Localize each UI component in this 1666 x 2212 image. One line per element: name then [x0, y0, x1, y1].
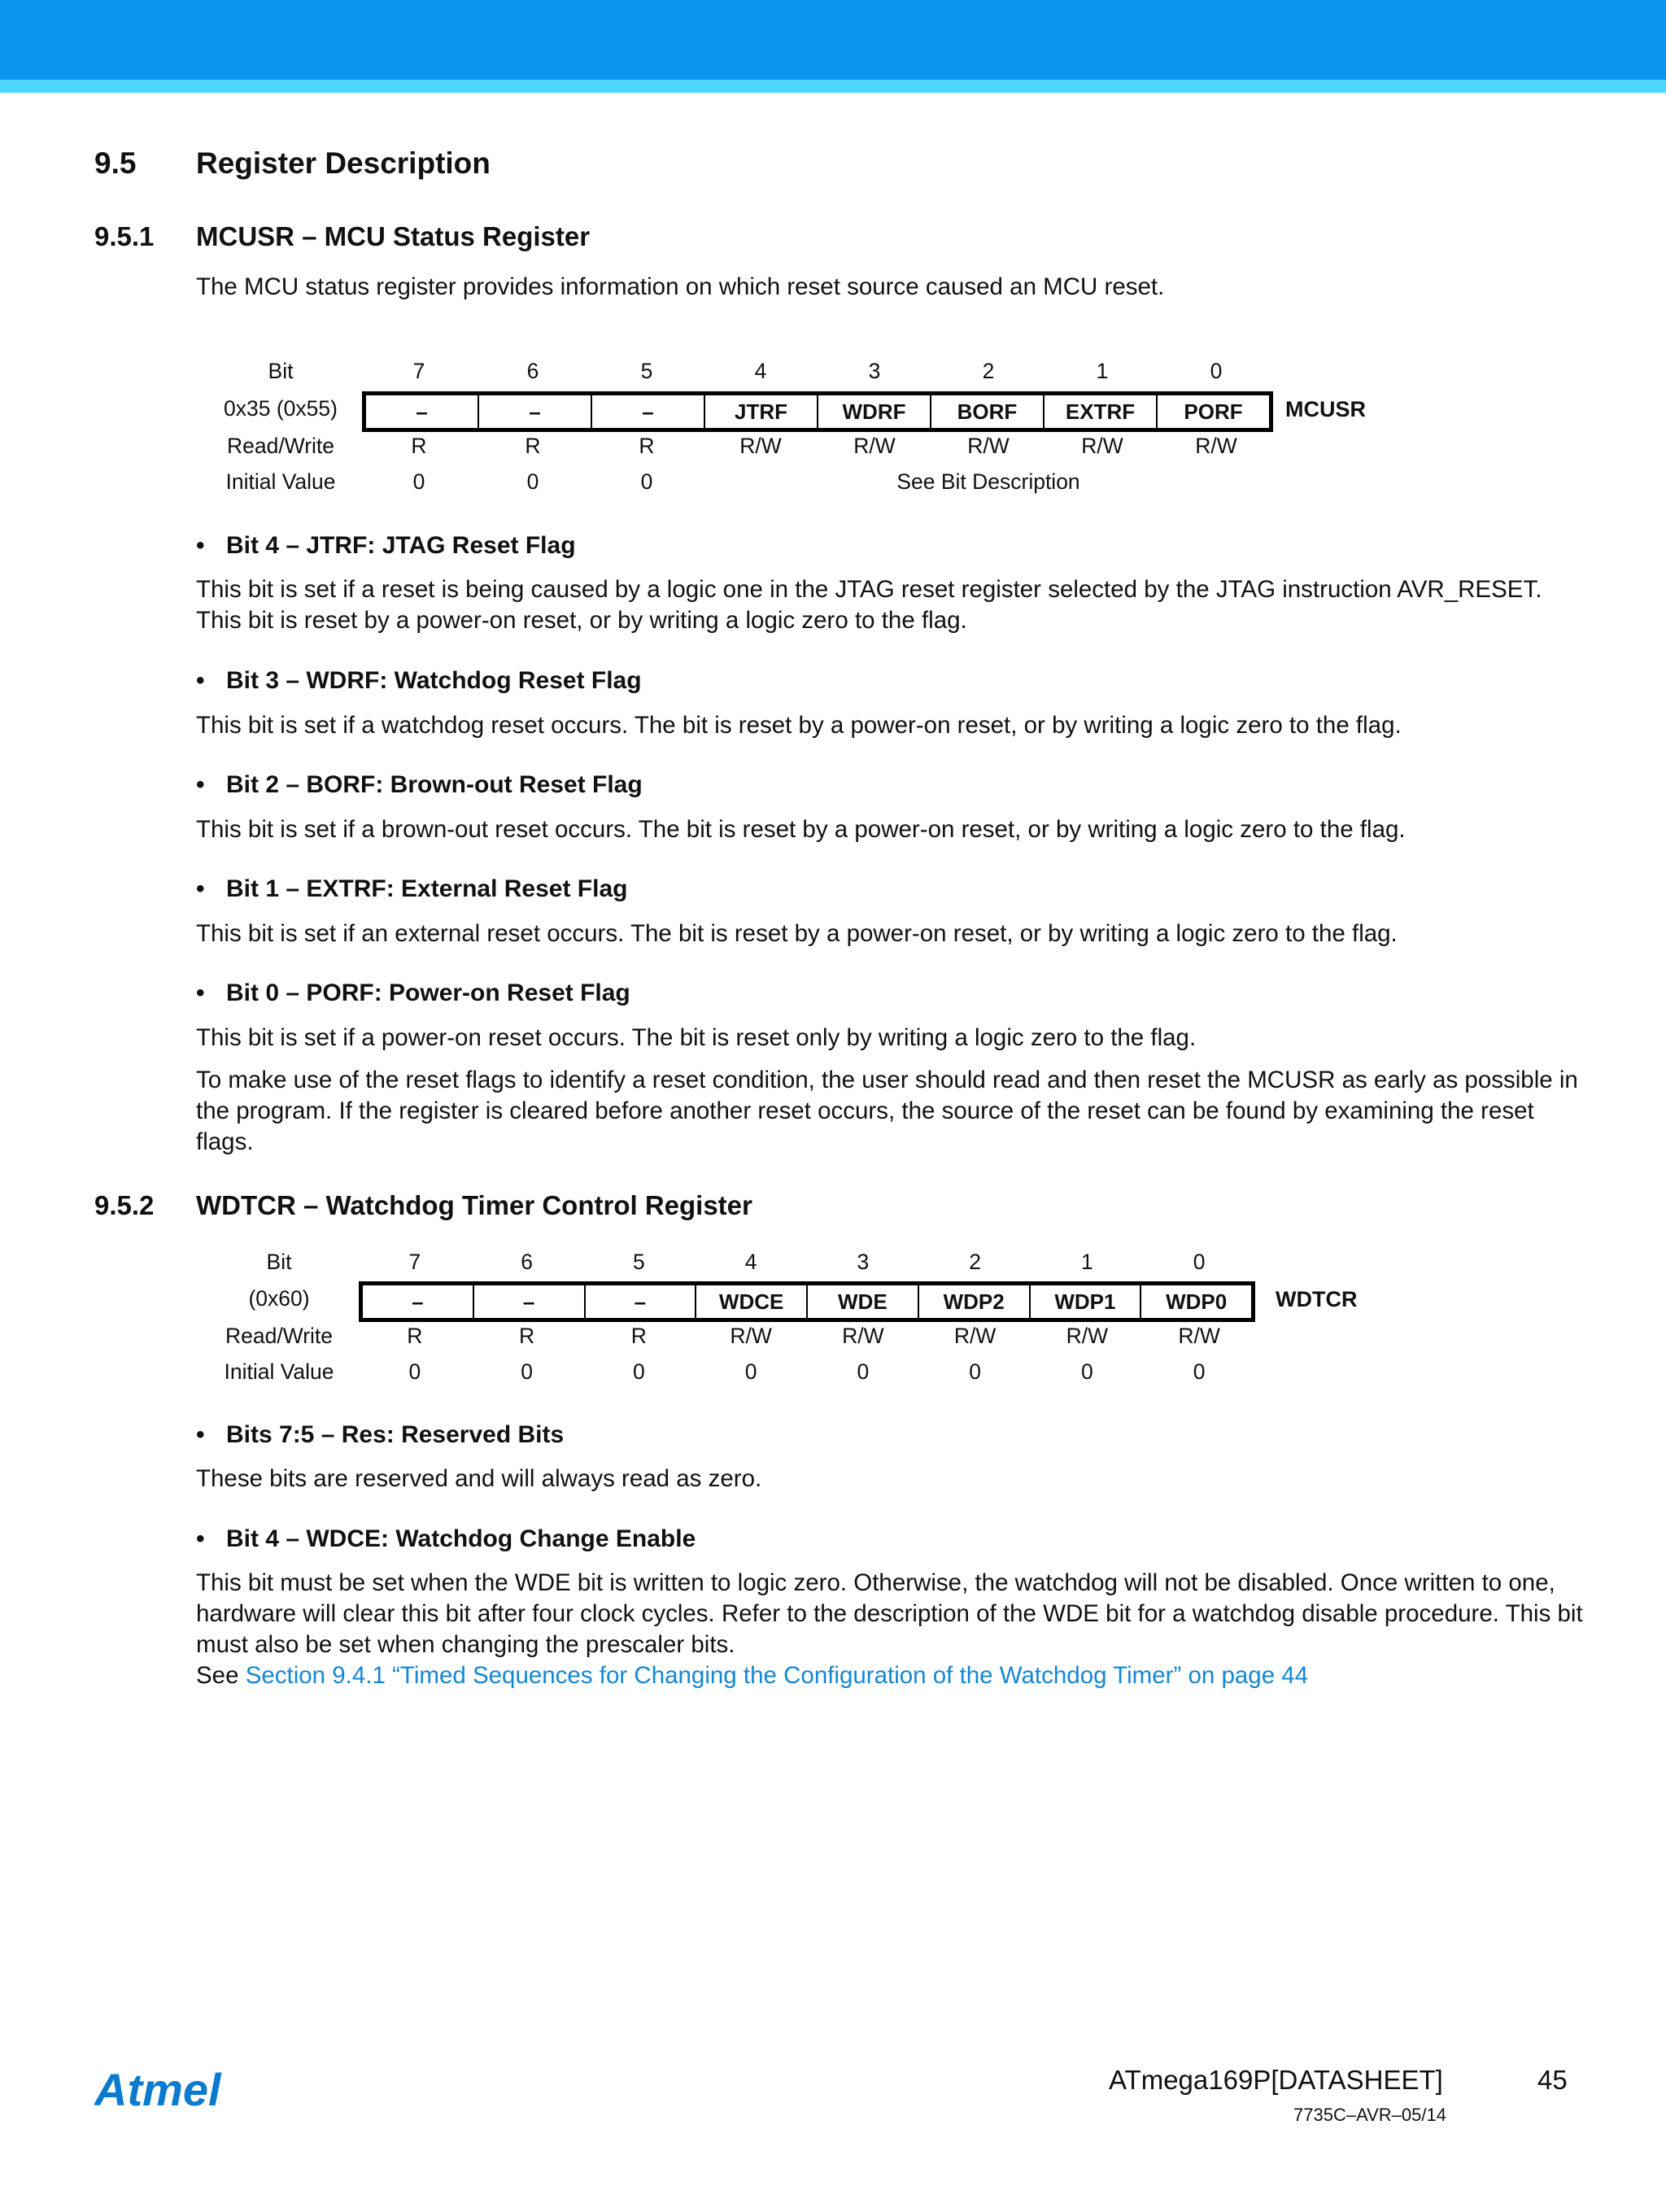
- rw-value: R/W: [1195, 434, 1237, 458]
- rw-value: R: [407, 1324, 423, 1348]
- register-name: MCUSR: [1285, 397, 1366, 421]
- section-heading: [94, 146, 491, 181]
- register-field: JTRF: [704, 395, 817, 428]
- mcusr-number: 9.5.1: [94, 221, 155, 251]
- register-field: –: [473, 1285, 584, 1318]
- bit-description: This bit must be set when the WDE bit is written to logic zero. Otherwise, the watchdog will not be disabled. Once written to one, hardware will clear this bit after four clock cycles. Refer to the description of the WDE bit for a watchdog disable procedure. This bit must also be set when changing the prescaler bits.: [196, 1569, 1583, 1658]
- initial-value: 0: [1193, 1359, 1206, 1384]
- bit-number: 0: [1193, 1250, 1206, 1274]
- rw-value: R: [525, 434, 541, 458]
- register-field: –: [416, 399, 428, 424]
- rw-value: R/W: [1081, 434, 1123, 458]
- mcusr-field-box: [362, 391, 1273, 432]
- rw-value: R: [630, 1324, 647, 1348]
- rw-value: R/W: [967, 434, 1010, 458]
- rw-value: R: [411, 434, 427, 458]
- bit-heading: • Bit 1 – EXTRF: External Reset Flag: [196, 875, 628, 902]
- bit-number: 7: [408, 1250, 421, 1274]
- bit-description: This bit is set if a power-on reset occurs. The bit is reset only by writing a logic zero to the flag.: [196, 1024, 1197, 1051]
- bit-heading: • Bit 4 – JTRF: JTAG Reset Flag: [196, 532, 576, 559]
- section-title: Register Description: [196, 146, 491, 180]
- bit-heading: • Bit 4 – WDCE: Watchdog Change Enable: [196, 1525, 696, 1552]
- rw-value: R: [639, 434, 655, 458]
- section-link[interactable]: Section 9.4.1 “Timed Sequences for Changing the Configuration of the Watchdog Timer” on page 44: [245, 1662, 1309, 1689]
- bit-heading: • Bit 3 – WDRF: Watchdog Reset Flag: [196, 667, 642, 694]
- bit-description: This bit is set if a reset is being caused by a logic one in the JTAG reset register selected by the JTAG instruction AVR_RESET. This bit is reset by a power-on reset, or by writing a logic zero to the flag.: [196, 576, 1542, 634]
- bit-number: 3: [857, 1250, 870, 1274]
- footer-title: ATmega169P[DATASHEET]: [1109, 2065, 1443, 2095]
- section-number: 9.5: [94, 146, 137, 180]
- rw-label: Read/Write: [225, 1324, 334, 1348]
- bit-number: 5: [640, 359, 653, 383]
- mcusr-heading: [94, 221, 590, 252]
- initial-value: 0: [744, 1359, 757, 1384]
- register-field: WDP0: [1140, 1285, 1251, 1318]
- init-label: Initial Value: [225, 469, 336, 494]
- wdtcr-heading: [94, 1190, 752, 1221]
- document-code: 7735C–AVR–05/14: [1293, 2105, 1446, 2125]
- bit-number: 3: [868, 359, 881, 383]
- see-reference: See Section 9.4.1 “Timed Sequences for Changing the Configuration of the Watchdog Timer” on page 44: [196, 1662, 1309, 1689]
- rw-value: R/W: [853, 434, 896, 458]
- bit-description: This bit is set if an external reset occurs. The bit is reset by a power-on reset, or by writing a logic zero to the flag.: [196, 920, 1398, 947]
- initial-value: 0: [412, 469, 425, 494]
- register-field: BORF: [930, 395, 1043, 428]
- rw-value: R: [519, 1324, 535, 1348]
- wdtcr-number: 9.5.2: [94, 1190, 155, 1220]
- rw-value: R/W: [739, 434, 782, 458]
- bit-heading: • Bit 0 – PORF: Power-on Reset Flag: [196, 979, 630, 1006]
- rw-value: R/W: [842, 1324, 884, 1348]
- bit-description: This bit is set if a watchdog reset occurs. The bit is reset by a power-on reset, or by writing a logic zero to the flag.: [196, 712, 1402, 739]
- bit-heading: • Bits 7:5 – Res: Reserved Bits: [196, 1421, 565, 1448]
- bit-number: 1: [1096, 359, 1109, 383]
- initial-value: 0: [408, 1359, 421, 1384]
- initial-value-note: See Bit Description: [896, 469, 1080, 494]
- bit-number: 2: [969, 1250, 981, 1274]
- register-field: WDCE: [695, 1285, 806, 1318]
- init-label: Initial Value: [224, 1359, 334, 1384]
- bit-label: Bit: [268, 359, 294, 383]
- register-field: WDRF: [817, 395, 930, 428]
- bit-number: 6: [521, 1250, 533, 1274]
- bit-heading: • Bit 2 – BORF: Brown-out Reset Flag: [196, 771, 643, 798]
- rw-value: R/W: [1178, 1324, 1220, 1348]
- register-field: WDP1: [1029, 1285, 1140, 1318]
- register-field: –: [412, 1289, 424, 1314]
- initial-value: 0: [969, 1359, 981, 1384]
- initial-value: 0: [633, 1359, 645, 1384]
- atmel-logo: [94, 2066, 241, 2115]
- mcusr-intro: The MCU status register provides information on which reset source caused an MCU reset.: [196, 273, 1165, 300]
- initial-value: 0: [1081, 1359, 1093, 1384]
- bit-number: 2: [982, 359, 995, 383]
- register-field: PORF: [1156, 395, 1269, 428]
- mcusr-closing: To make use of the reset flags to identify a reset condition, the user should read and then reset the MCUSR as early as possible in the program. If the register is cleared before another reset occurs, the source of the reset can be found by examining the reset flags.: [196, 1067, 1578, 1155]
- bit-number: 0: [1210, 359, 1223, 383]
- bit-label: Bit: [266, 1250, 292, 1274]
- mcusr-title: MCUSR – MCU Status Register: [196, 221, 591, 251]
- register-field: EXTRF: [1043, 395, 1156, 428]
- bit-number: 4: [754, 359, 767, 383]
- wdtcr-title: WDTCR – Watchdog Timer Control Register: [196, 1190, 752, 1220]
- bit-number: 6: [526, 359, 539, 383]
- initial-value: 0: [640, 469, 653, 494]
- initial-value: 0: [526, 469, 539, 494]
- initial-value: 0: [521, 1359, 533, 1384]
- address-label: 0x35 (0x55): [224, 396, 338, 421]
- register-field: WDP2: [918, 1285, 1029, 1318]
- rw-label: Read/Write: [226, 434, 335, 458]
- logo-text: Atmel: [94, 2066, 221, 2115]
- bit-description: This bit is set if a brown-out reset occurs. The bit is reset by a power-on reset, or by writing a logic zero to the flag.: [196, 816, 1406, 843]
- register-field: –: [478, 395, 591, 428]
- register-field: WDE: [806, 1285, 918, 1318]
- register-name: WDTCR: [1276, 1287, 1358, 1311]
- rw-value: R/W: [730, 1324, 772, 1348]
- bit-number: 7: [412, 359, 425, 383]
- bit-number: 1: [1081, 1250, 1093, 1274]
- page-number: 45: [1537, 2065, 1568, 2095]
- header-bar: [0, 0, 1666, 80]
- bit-number: 5: [633, 1250, 645, 1274]
- register-field: –: [591, 395, 704, 428]
- wdtcr-field-box: [359, 1281, 1255, 1322]
- header-accent-bar: [0, 80, 1666, 93]
- address-label: (0x60): [248, 1286, 310, 1311]
- rw-value: R/W: [953, 1324, 997, 1348]
- register-field: –: [584, 1285, 696, 1318]
- bit-number: 4: [744, 1250, 757, 1274]
- rw-value: R/W: [1066, 1324, 1109, 1348]
- bit-description: These bits are reserved and will always read as zero.: [196, 1465, 762, 1492]
- initial-value: 0: [857, 1359, 870, 1384]
